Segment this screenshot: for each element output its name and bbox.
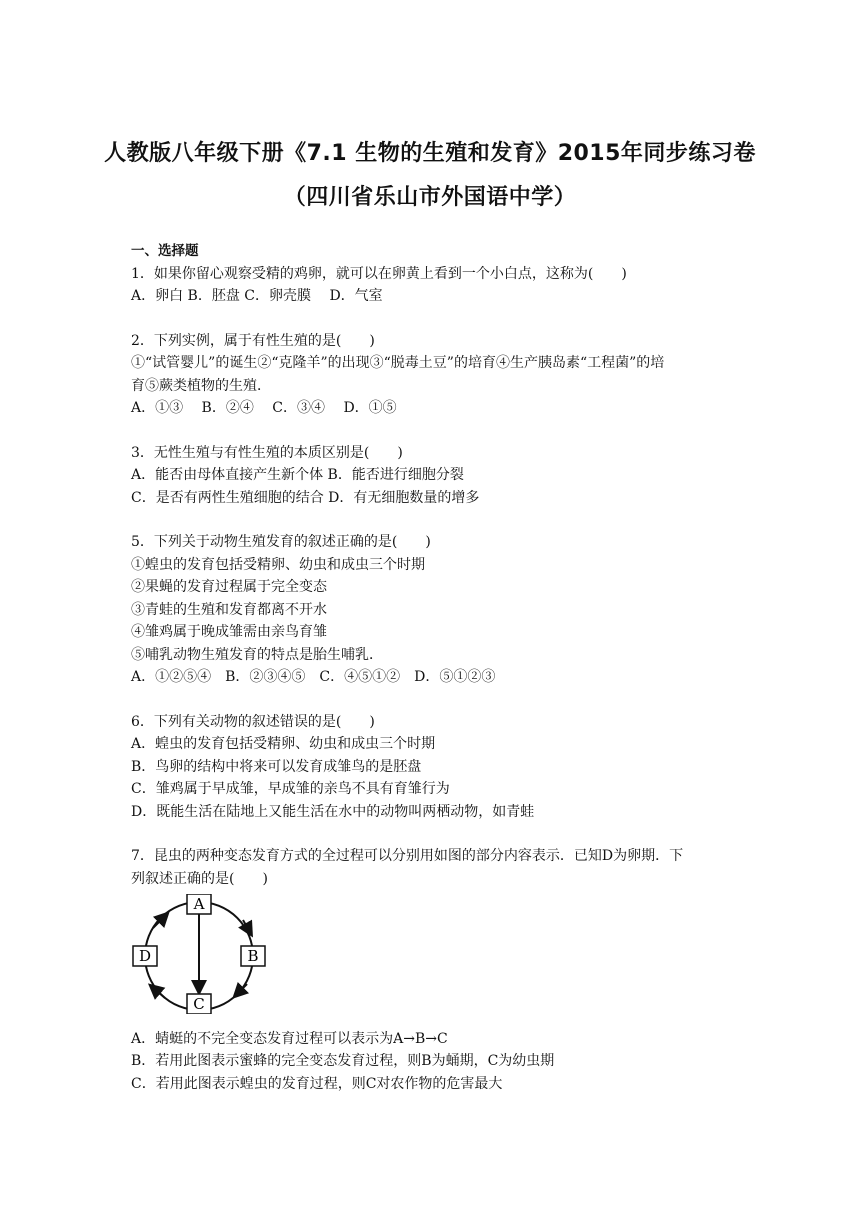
question-body: 育⑤蕨类植物的生殖． <box>131 377 271 394</box>
question-options: A．①③ B．②④ C．③④ D．①⑤ <box>131 400 397 416</box>
question-options: A．卵白 B．胚盘 C．卵壳膜 D．气室 <box>131 288 383 304</box>
question-stem: 列叙述正确的是( ) <box>131 870 268 887</box>
question-stem: 6．下列有关动物的叙述错误的是( ) <box>131 713 375 730</box>
document-title: 人教版八年级下册《7.1 生物的生殖和发育》2015年同步练习卷 <box>104 141 756 166</box>
question-stem: 1．如果你留心观察受精的鸡卵，就可以在卵黄上看到一个小白点，这称为( ) <box>131 265 627 282</box>
option-d: D．既能生活在陆地上又能生活在水中的动物叫两栖动物，如青蛙 <box>131 803 535 820</box>
statement-item: ⑤哺乳动物生殖发育的特点是胎生哺乳． <box>131 646 383 663</box>
label-c: C <box>193 995 205 1013</box>
arrow-c-to-d <box>151 986 165 998</box>
question-7 <box>131 845 731 1095</box>
statement-item: ③青蛙的生殖和发育都离不开水 <box>131 601 327 618</box>
metamorphosis-cycle-diagram <box>131 894 271 1014</box>
question-stem: 7．昆虫的两种变态发育方式的全过程可以分别用如图的部分内容表示．已知D为卵期．下 <box>131 848 684 864</box>
question-2 <box>131 330 731 420</box>
label-d: D <box>138 947 152 965</box>
label-b: B <box>247 947 259 965</box>
question-3 <box>131 442 731 510</box>
question-options: C．是否有两性生殖细胞的结合 D．有无细胞数量的增多 <box>131 489 480 506</box>
question-options: A．①②⑤④ B．②③④⑤ C．④⑤①② D．⑤①②③ <box>131 669 496 685</box>
arrow-b-to-c <box>235 984 247 996</box>
option-c: C．若用此图表示蝗虫的发育过程，则C对农作物的危害最大 <box>131 1075 503 1092</box>
option-c: C．雏鸡属于早成雏，早成雏的亲鸟不具有育雏行为 <box>131 781 450 797</box>
statement-item: ②果蝇的发育过程属于完全变态 <box>131 579 327 595</box>
statement-item: ①蝗虫的发育包括受精卵、幼虫和成虫三个时期 <box>131 556 425 573</box>
section-heading: 一、选择题 <box>131 243 199 259</box>
option-b: B．若用此图表示蜜蜂的完全变态发育过程，则B为蛹期，C为幼虫期 <box>131 1053 555 1069</box>
statement-item: ④雏鸡属于晚成雏需由亲鸟育雏 <box>131 624 327 640</box>
option-a: A．蜻蜓的不完全变态发育过程可以表示为A→B→C <box>131 1030 448 1047</box>
label-a: A <box>193 895 205 913</box>
option-b: B．鸟卵的结构中将来可以发育成雏鸟的是胚盘 <box>131 758 422 775</box>
option-a: A．蝗虫的发育包括受精卵、幼虫和成虫三个时期 <box>131 736 436 752</box>
arrow-d-to-a <box>153 914 167 928</box>
question-6 <box>131 711 731 824</box>
question-stem: 5．下列关于动物生殖发育的叙述正确的是( ) <box>131 534 431 550</box>
question-body: ①“试管婴儿”的诞生②“克隆羊”的出现③“脱毒土豆”的培育④生产胰岛素“工程菌”的培 <box>131 355 665 371</box>
question-stem: 2．下列实例，属于有性生殖的是( ) <box>131 332 375 349</box>
question-5 <box>131 531 731 689</box>
question-content <box>131 240 731 1117</box>
question-options: A．能否由母体直接产生新个体 B．能否进行细胞分裂 <box>131 467 464 483</box>
question-stem: 3．无性生殖与有性生殖的本质区别是( ) <box>131 444 403 461</box>
document-subtitle: （四川省乐山市外国语中学） <box>283 185 577 210</box>
question-1 <box>131 263 731 308</box>
